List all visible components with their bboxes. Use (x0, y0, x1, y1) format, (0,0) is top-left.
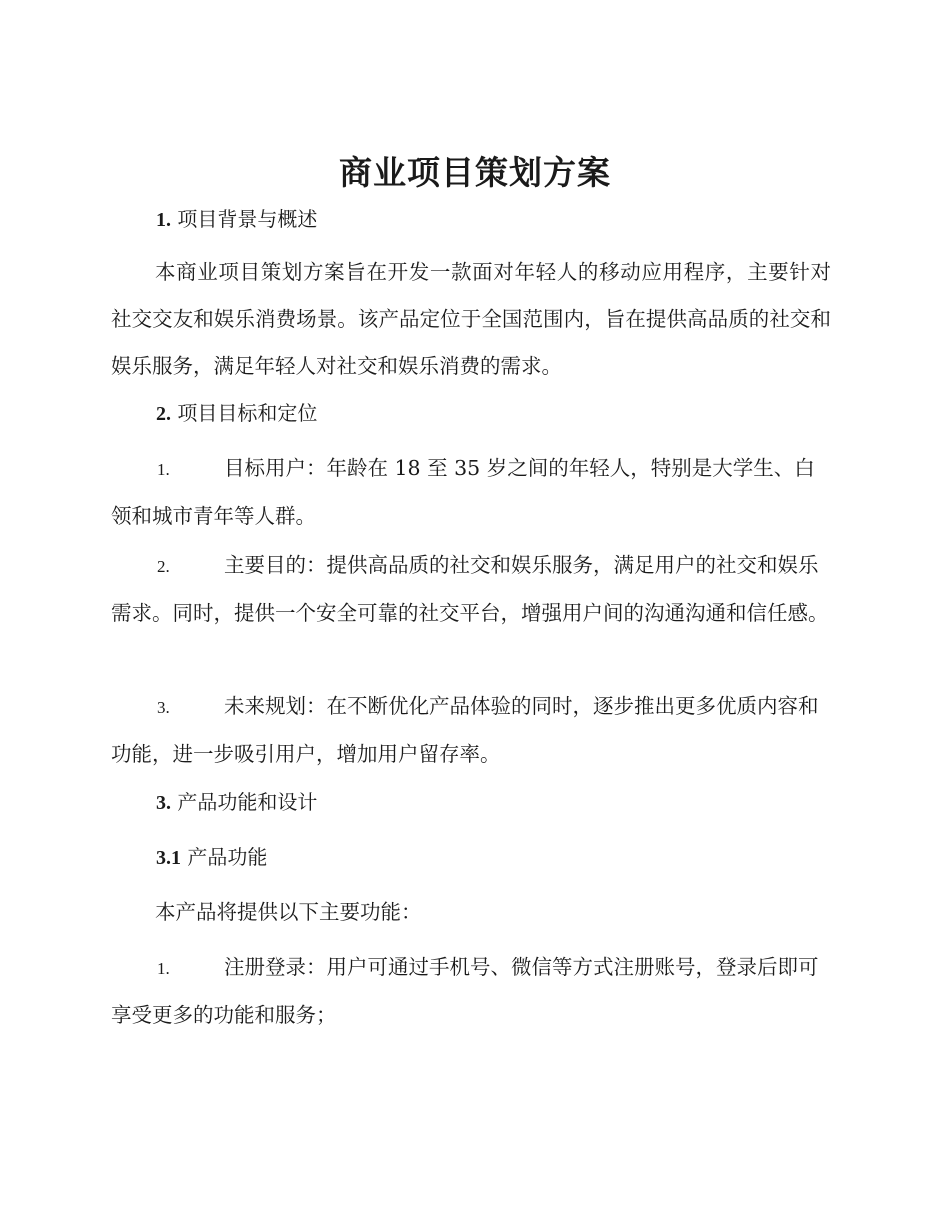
list-item-index: 3. (157, 698, 170, 717)
list-item (111, 683, 831, 778)
section-heading-text: 产品功能和设计 (177, 790, 318, 814)
section-heading-3 (156, 787, 836, 818)
section-1-paragraph: 本商业项目策划方案旨在开发一款面对年轻人的移动应用程序，主要针对社交交友和娱乐消费场景。该产品定位于全国范围内，旨在提供高品质的社交和娱乐服务，满足年轻人对社交和娱乐消费的需求。 (111, 260, 831, 378)
section-heading-2 (156, 398, 836, 429)
document-title: 商业项目策划方案 (339, 153, 611, 192)
subsection-heading-3-1 (156, 842, 836, 873)
list-item (111, 944, 831, 1039)
section-number: 3.1 (156, 847, 181, 869)
list-item-text: 主要目的：提供高品质的社交和娱乐服务，满足用户的社交和娱乐需求。同时，提供一个安全可靠的社交平台，增强用户间的沟通沟通和信任感。 (111, 553, 829, 625)
section-heading-text: 项目背景与概述 (177, 207, 318, 231)
list-item-index: 2. (157, 557, 170, 576)
list-item-text: 注册登录：用户可通过手机号、微信等方式注册账号，登录后即可享受更多的功能和服务； (111, 955, 819, 1027)
list-item (111, 445, 831, 540)
list-item-text: 目标用户：年龄在 18 至 35 岁之间的年轻人，特别是大学生、白领和城市青年等人群。 (111, 456, 815, 528)
section-heading-text: 项目目标和定位 (177, 401, 318, 425)
list-item (111, 542, 831, 637)
subsection-intro: 本产品将提供以下主要功能： (155, 900, 422, 924)
list-item-index: 1. (157, 959, 170, 978)
section-heading-text: 产品功能 (187, 845, 268, 869)
section-number: 1. (156, 209, 171, 231)
section-number: 3. (156, 792, 171, 814)
list-item-text: 未来规划：在不断优化产品体验的同时，逐步推出更多优质内容和功能，进一步吸引用户，增加用户留存率。 (111, 694, 819, 766)
section-number: 2. (156, 403, 171, 425)
section-heading-1 (156, 204, 836, 235)
list-item-index: 1. (157, 460, 170, 479)
